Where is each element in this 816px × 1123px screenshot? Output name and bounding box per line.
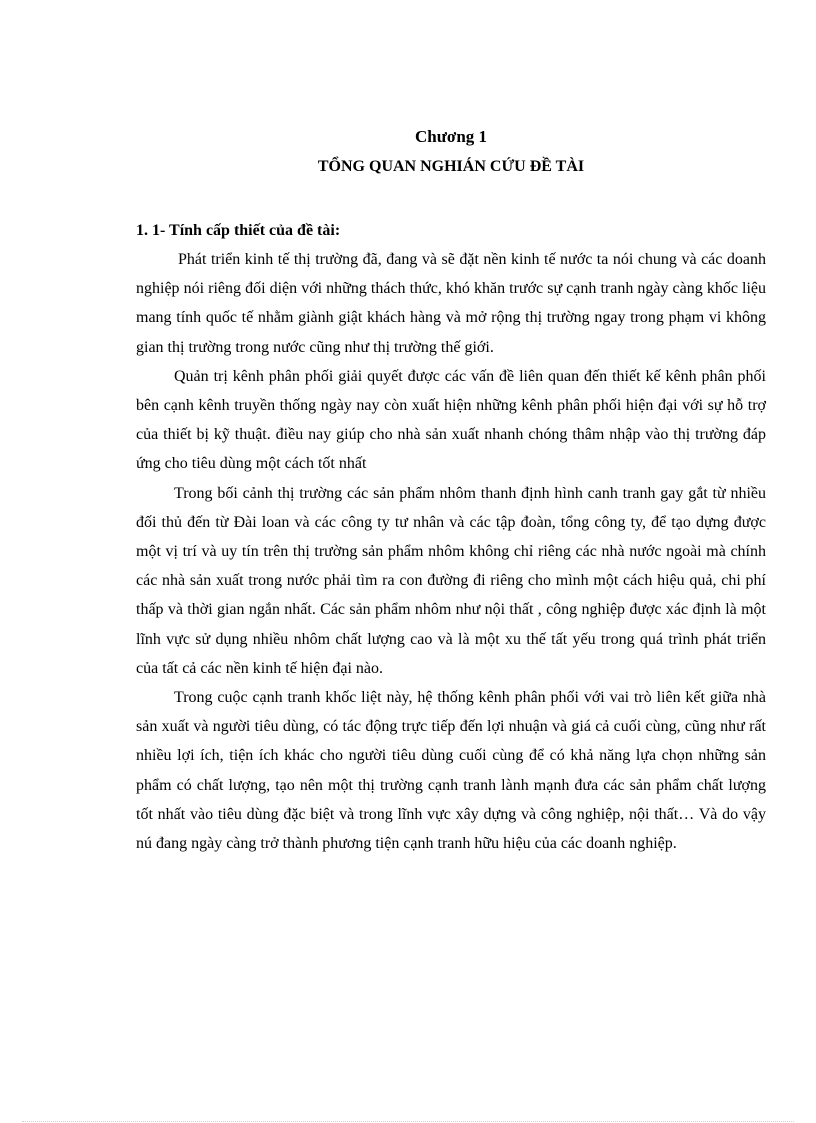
chapter-label: Chương 1	[414, 127, 488, 146]
paragraph: Trong cuộc cạnh tranh khốc liệt này, hệ thống kênh phân phối với vai trò liên kết giữa nhà sản xuất và người tiêu dùng, có tác động trực tiếp đến lợi nhuận và giá cả cuối cùng, cũng như rất nhiều lợi ích, tiện ích khác cho người tiêu dùng cuối cùng để có khả năng lựa chọn những sản phẩm có chất lượng, tạo nên một thị trường cạnh tranh lành mạnh đưa các sản phẩm chất lượng tốt nhất vào tiêu dùng đặc biệt và trong lĩnh vực xây dựng và công nghiệp, nội thất… Và do vậy nú đang ngày càng trở thành phương tiện cạnh tranh hữu hiệu của các doanh nghiệp.	[136, 689, 766, 853]
document-page	[136, 127, 766, 858]
paragraph: Quản trị kênh phân phối giải quyết được các vấn đề liên quan đến thiết kế kênh phân phối bên cạnh kênh truyền thống ngày nay còn xuất hiện những kênh phân phối hiện đại với sự hỗ trợ của thiết bị kỹ thuật. điều nay giúp cho nhà sản xuất nhanh chóng thâm nhập vào thị trường đáp ứng cho tiêu dùng một cách tốt nhất	[136, 367, 766, 473]
paragraph: Phát triển kinh tế thị trường đã, đang và sẽ đặt nền kinh tế nước ta nói chung và các doanh nghiệp nói riêng đối diện với những thách thức, khó khăn trước sự cạnh tranh ngày càng khốc liệu mang tính quốc tế nhằm giành giật khách hàng và mở rộng thị trường ngay trong phạm vi không gian thị trường trong nước cũng như thị trường thế giới.	[136, 251, 766, 356]
section-heading: 1. 1- Tính cấp thiết của đề tài:	[136, 222, 341, 239]
page-bottom-divider	[22, 1121, 794, 1122]
chapter-title: TỔNG QUAN NGHIÁN CỨU ĐỀ TÀI	[317, 158, 585, 175]
paragraph: Trong bối cảnh thị trường các sản phẩm nhôm thanh định hình canh tranh gay gắt từ nhiều đối thủ đến từ Đài loan và các công ty tư nhân và các tập đoàn, tổng công ty, để tạo dựng được một vị trí và uy tín trên thị trường sản phẩm nhôm không chỉ riêng các nhà nước ngoài mà chính các nhà sản xuất trong nước phải tìm ra con đường đi riêng cho mình một cách hiệu quả, chi phí thấp và thời gian ngắn nhất. Các sản phẩm nhôm như nội thất , công nghiệp được xác định là một lĩnh vực sử dụng nhiều nhôm chất lượng cao và là một xu thế tất yếu trong quá trình phát triển của tất cả các nền kinh tế hiện đại nào.	[136, 484, 766, 677]
